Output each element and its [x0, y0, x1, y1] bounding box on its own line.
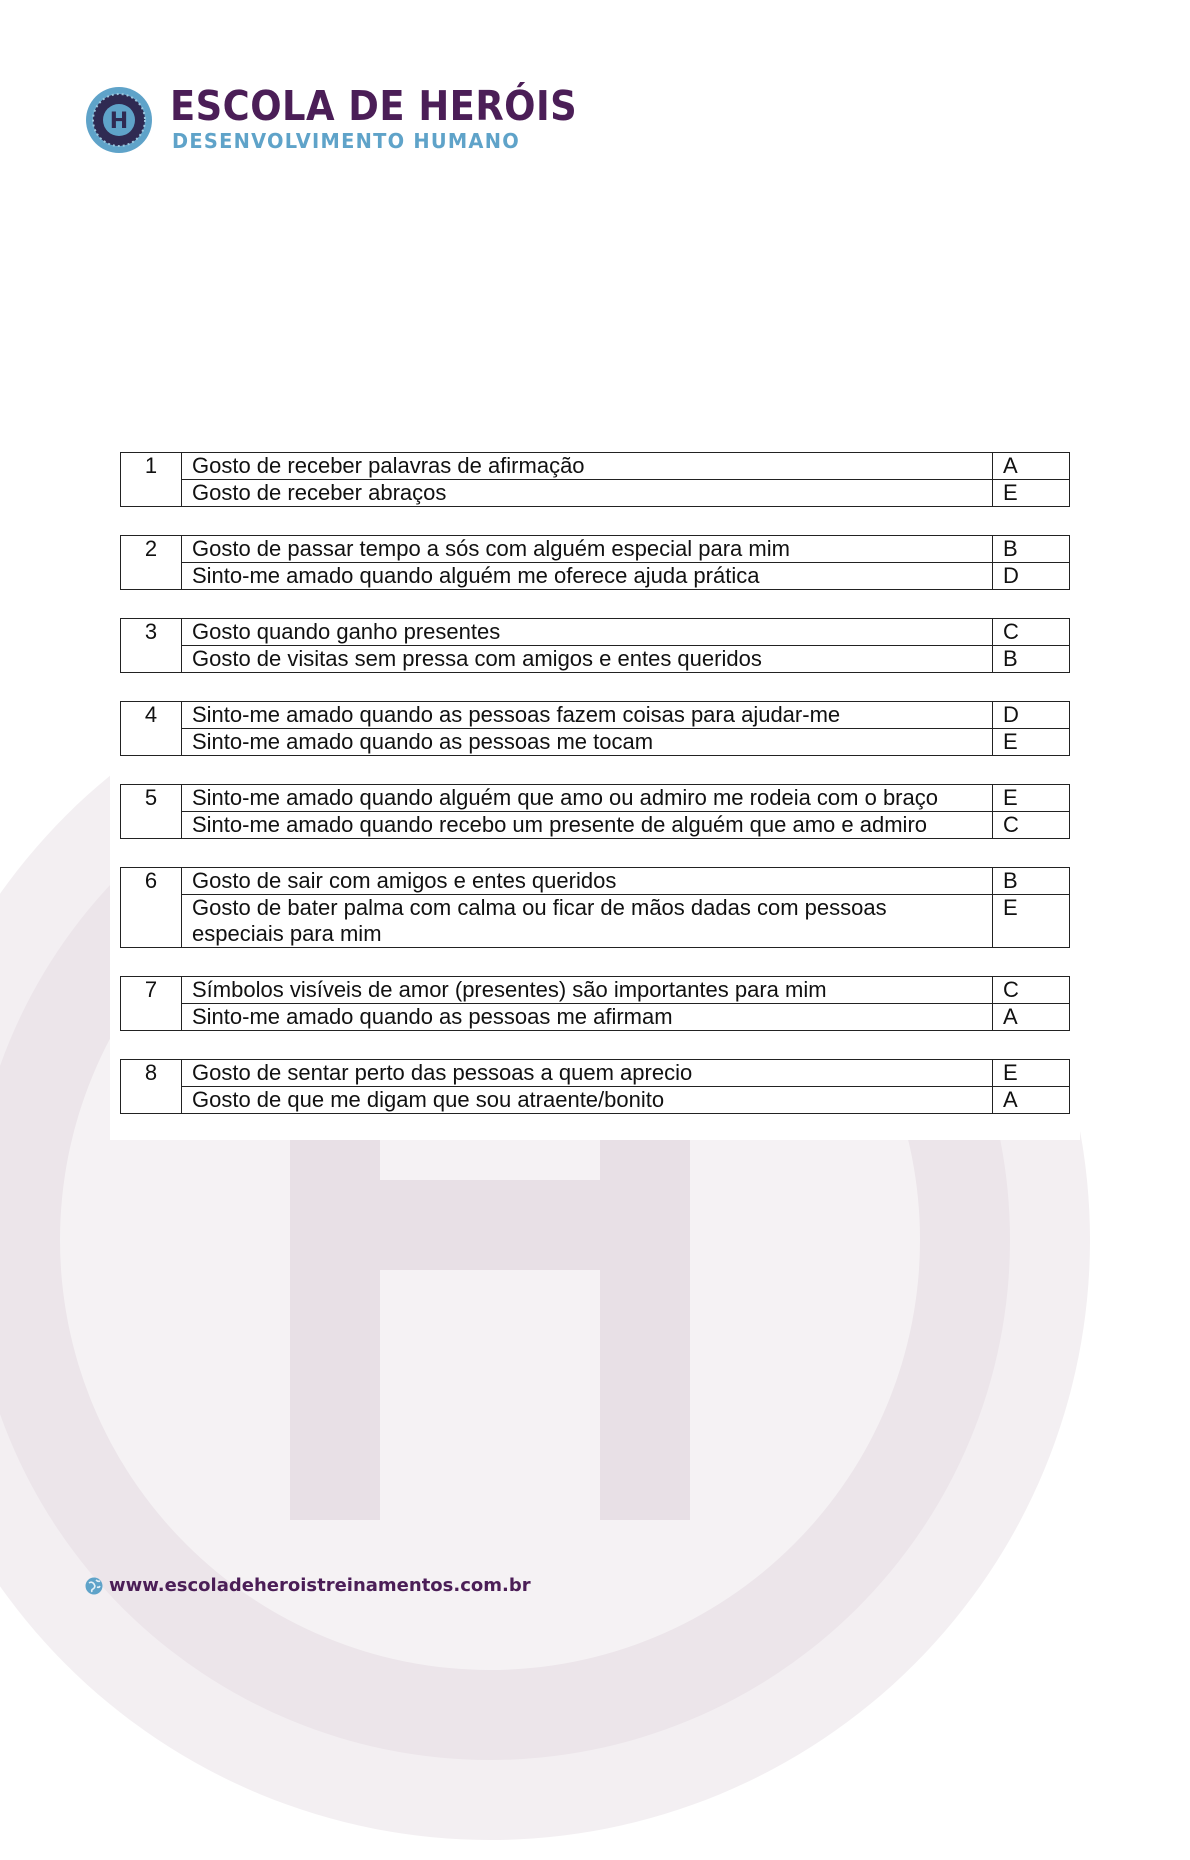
- option-text: Gosto de sentar perto das pessoas a quem aprecio: [182, 1060, 993, 1087]
- option-text: Gosto de receber abraços: [182, 480, 993, 507]
- option-text: Sinto-me amado quando as pessoas me afirmam: [182, 1004, 993, 1031]
- option-text: Gosto quando ganho presentes: [182, 619, 993, 646]
- option-letter: E: [993, 1060, 1070, 1087]
- question-block: [120, 1059, 1070, 1114]
- option-row: [121, 480, 1070, 507]
- option-row: [121, 812, 1070, 839]
- option-letter: A: [993, 453, 1070, 480]
- option-letter: A: [993, 1004, 1070, 1031]
- option-text: Sinto-me amado quando alguém me oferece ajuda prática: [182, 563, 993, 590]
- option-letter: C: [993, 977, 1070, 1004]
- question-block: [120, 976, 1070, 1031]
- option-row: [121, 977, 1070, 1004]
- question-block: [120, 618, 1070, 673]
- option-row: [121, 453, 1070, 480]
- option-text: Gosto de passar tempo a sós com alguém especial para mim: [182, 536, 993, 563]
- hero-h-badge-icon: [85, 86, 153, 154]
- option-letter: E: [993, 785, 1070, 812]
- option-text: Gosto de visitas sem pressa com amigos e entes queridos: [182, 646, 993, 673]
- questionnaire: [120, 452, 1070, 1142]
- option-row: [121, 563, 1070, 590]
- option-text: Sinto-me amado quando alguém que amo ou admiro me rodeia com o braço: [182, 785, 993, 812]
- question-number: 5: [121, 785, 182, 839]
- website-link[interactable]: www.escoladeheroistreinamentos.com.br: [109, 1575, 531, 1596]
- option-row: [121, 1087, 1070, 1114]
- question-number: 4: [121, 702, 182, 756]
- question-number: 8: [121, 1060, 182, 1114]
- option-row: [121, 785, 1070, 812]
- option-row: [121, 868, 1070, 895]
- question-block: [120, 867, 1070, 948]
- option-row: [121, 536, 1070, 563]
- option-letter: B: [993, 536, 1070, 563]
- option-letter: E: [993, 895, 1070, 948]
- question-number: 1: [121, 453, 182, 507]
- globe-icon: [85, 1577, 103, 1595]
- option-row: [121, 729, 1070, 756]
- option-row: [121, 702, 1070, 729]
- option-letter: B: [993, 868, 1070, 895]
- option-letter: C: [993, 619, 1070, 646]
- option-letter: B: [993, 646, 1070, 673]
- option-letter: D: [993, 702, 1070, 729]
- question-number: 6: [121, 868, 182, 948]
- question-block: [120, 452, 1070, 507]
- question-block: [120, 784, 1070, 839]
- option-text: Gosto de bater palma com calma ou ficar de mãos dadas com pessoas especiais para mim: [182, 895, 993, 948]
- option-letter: E: [993, 480, 1070, 507]
- option-letter: E: [993, 729, 1070, 756]
- brand-subtitle: DESENVOLVIMENTO HUMANO: [172, 129, 520, 153]
- option-letter: D: [993, 563, 1070, 590]
- question-block: [120, 535, 1070, 590]
- option-text: Sinto-me amado quando recebo um presente de alguém que amo e admiro: [182, 812, 993, 839]
- footer: [85, 1577, 531, 1595]
- question-number: 2: [121, 536, 182, 590]
- option-text: Símbolos visíveis de amor (presentes) são importantes para mim: [182, 977, 993, 1004]
- option-row: [121, 895, 1070, 948]
- option-text: Gosto de sair com amigos e entes queridos: [182, 868, 993, 895]
- option-text: Gosto de receber palavras de afirmação: [182, 453, 993, 480]
- option-text: Sinto-me amado quando as pessoas fazem coisas para ajudar-me: [182, 702, 993, 729]
- question-block: [120, 701, 1070, 756]
- option-text: Sinto-me amado quando as pessoas me tocam: [182, 729, 993, 756]
- svg-text:H: H: [109, 109, 129, 134]
- option-text: Gosto de que me digam que sou atraente/bonito: [182, 1087, 993, 1114]
- brand-title: ESCOLA DE HERÓIS: [170, 82, 578, 130]
- option-letter: C: [993, 812, 1070, 839]
- option-row: [121, 1004, 1070, 1031]
- question-number: 7: [121, 977, 182, 1031]
- question-number: 3: [121, 619, 182, 673]
- option-row: [121, 1060, 1070, 1087]
- option-letter: A: [993, 1087, 1070, 1114]
- option-row: [121, 619, 1070, 646]
- option-row: [121, 646, 1070, 673]
